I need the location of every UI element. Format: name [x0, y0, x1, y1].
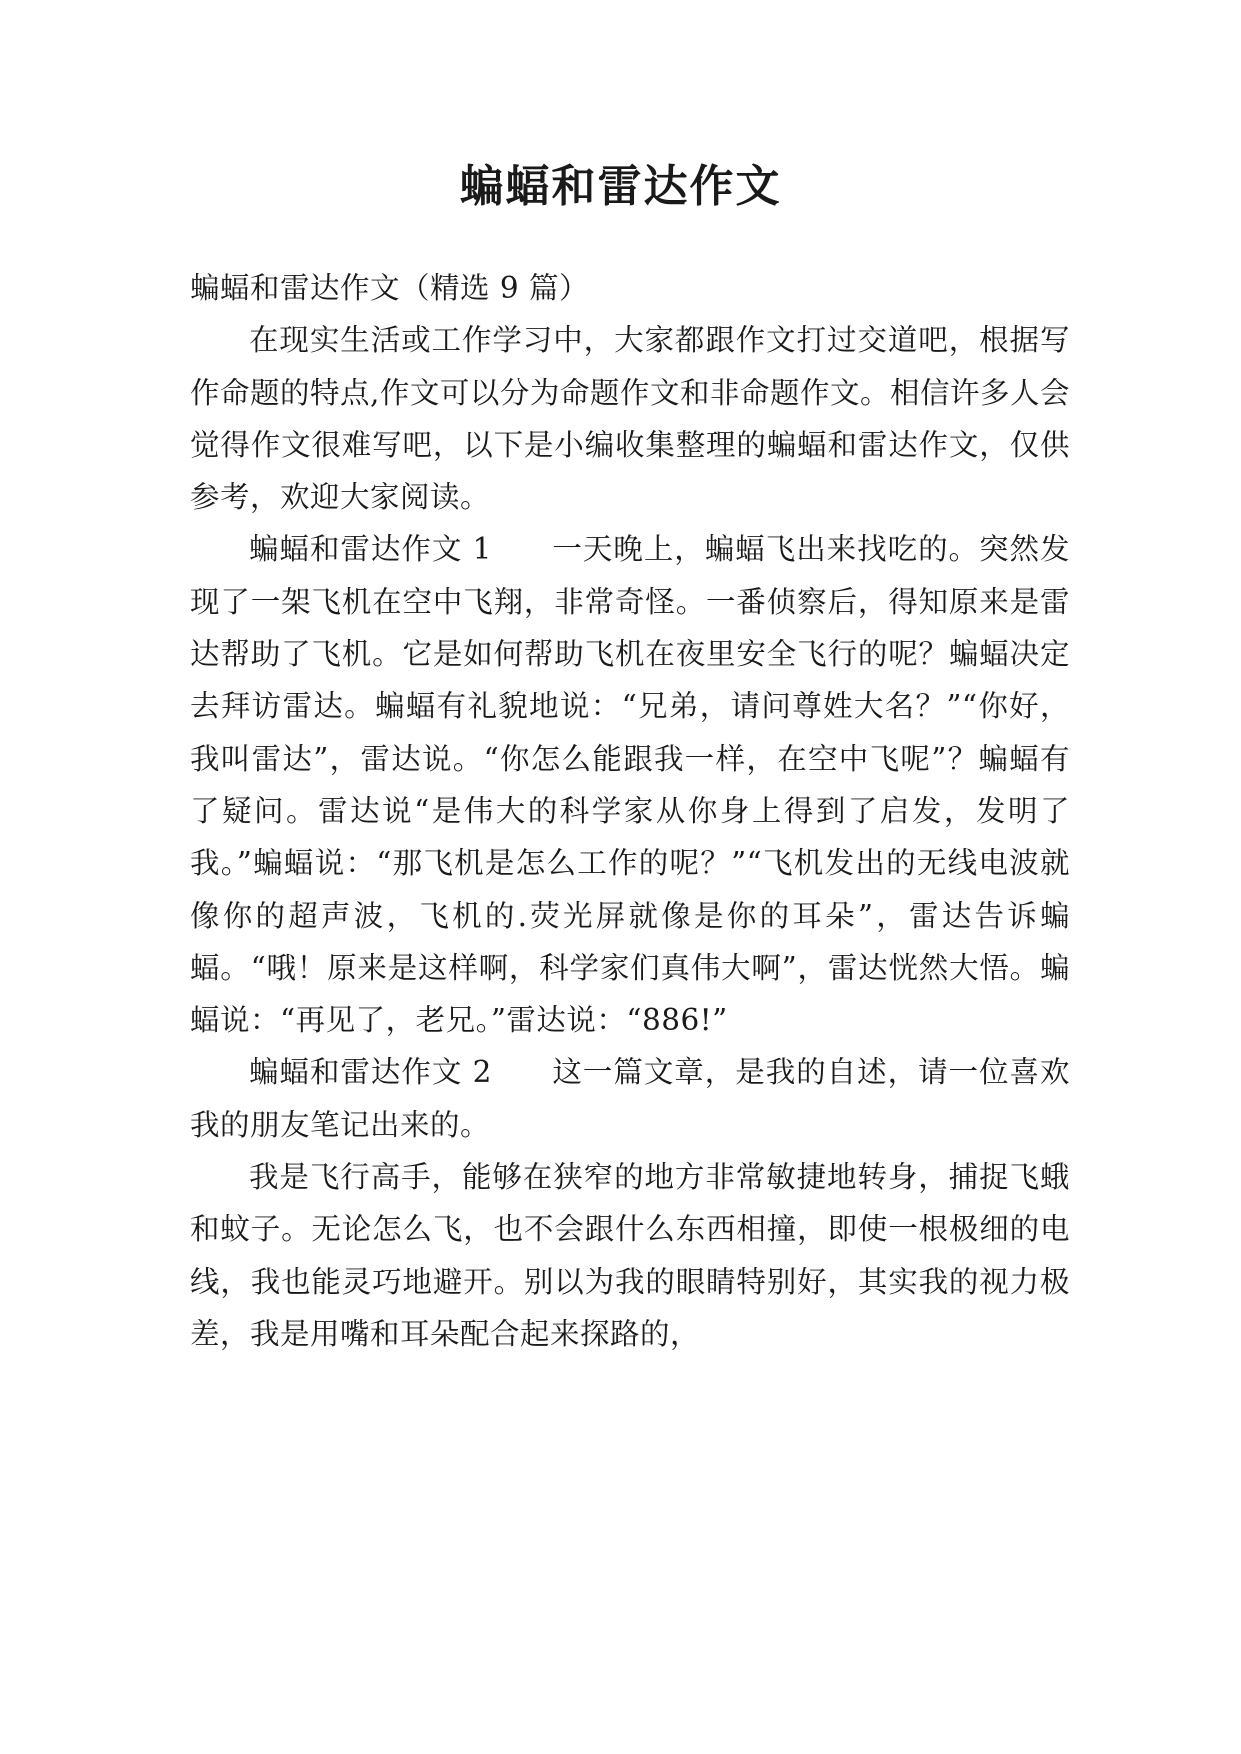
essay-1-text: 一天晚上，蝙蝠飞出来找吃的。突然发现了一架飞机在空中飞翔，非常奇怪。一番侦察后，得知原来是雷达帮助了飞机。它是如何帮助飞机在夜里安全飞行的呢？蝙蝠决定去拜访雷达。蝙蝠有礼貌地说：“兄弟，请问尊姓大名？”“你好，我叫雷达”，雷达说。“你怎么能跟我一样，在空中飞呢”？蝙蝠有了疑问。雷达说“是伟大的科学家从你身上得到了启发，发明了我。”蝙蝠说：“那飞机是怎么工作的呢？”“飞机发出的无线电波就像你的超声波，飞机的.荧光屏就像是你的耳朵”，雷达告诉蝙蝠。“哦！原来是这样啊，科学家们真伟大啊”，雷达恍然大悟。蝙蝠说：“再见了，老兄。”雷达说：“886!” [190, 532, 1070, 1038]
essay-1-heading: 蝙蝠和雷达作文 1 [249, 532, 492, 567]
document-title: 蝙蝠和雷达作文 [459, 161, 782, 212]
intro-paragraph: 在现实生活或工作学习中，大家都跟作文打过交道吧，根据写作命题的特点,作文可以分为命题作文和非命题作文。相信许多人会觉得作文很难写吧，以下是小编收集整理的蝙蝠和雷达作文，仅供参考，欢迎大家阅读。 [190, 323, 1070, 515]
essay-2-text: 这一篇文章，是我的自述，请一位喜欢我的朋友笔记出来的。 [190, 1055, 1070, 1142]
essay-2-body-paragraph: 我是飞行高手，能够在狭窄的地方非常敏捷地转身，捕捉飞蛾和蚊子。无论怎么飞，也不会跟什么东西相撞，即使一根极细的电线，我也能灵巧地避开。别以为我的眼睛特别好，其实我的视力极差，我是用嘴和耳朵配合起来探路的， [190, 1160, 1070, 1351]
subtitle-paragraph: 蝙蝠和雷达作文（精选 9 篇） [190, 271, 590, 305]
essay-2-heading: 蝙蝠和雷达作文 2 [249, 1055, 492, 1090]
essay-2-paragraph [190, 1046, 1070, 1151]
essay-1-paragraph [190, 523, 1070, 1046]
document-body [190, 262, 1070, 1360]
